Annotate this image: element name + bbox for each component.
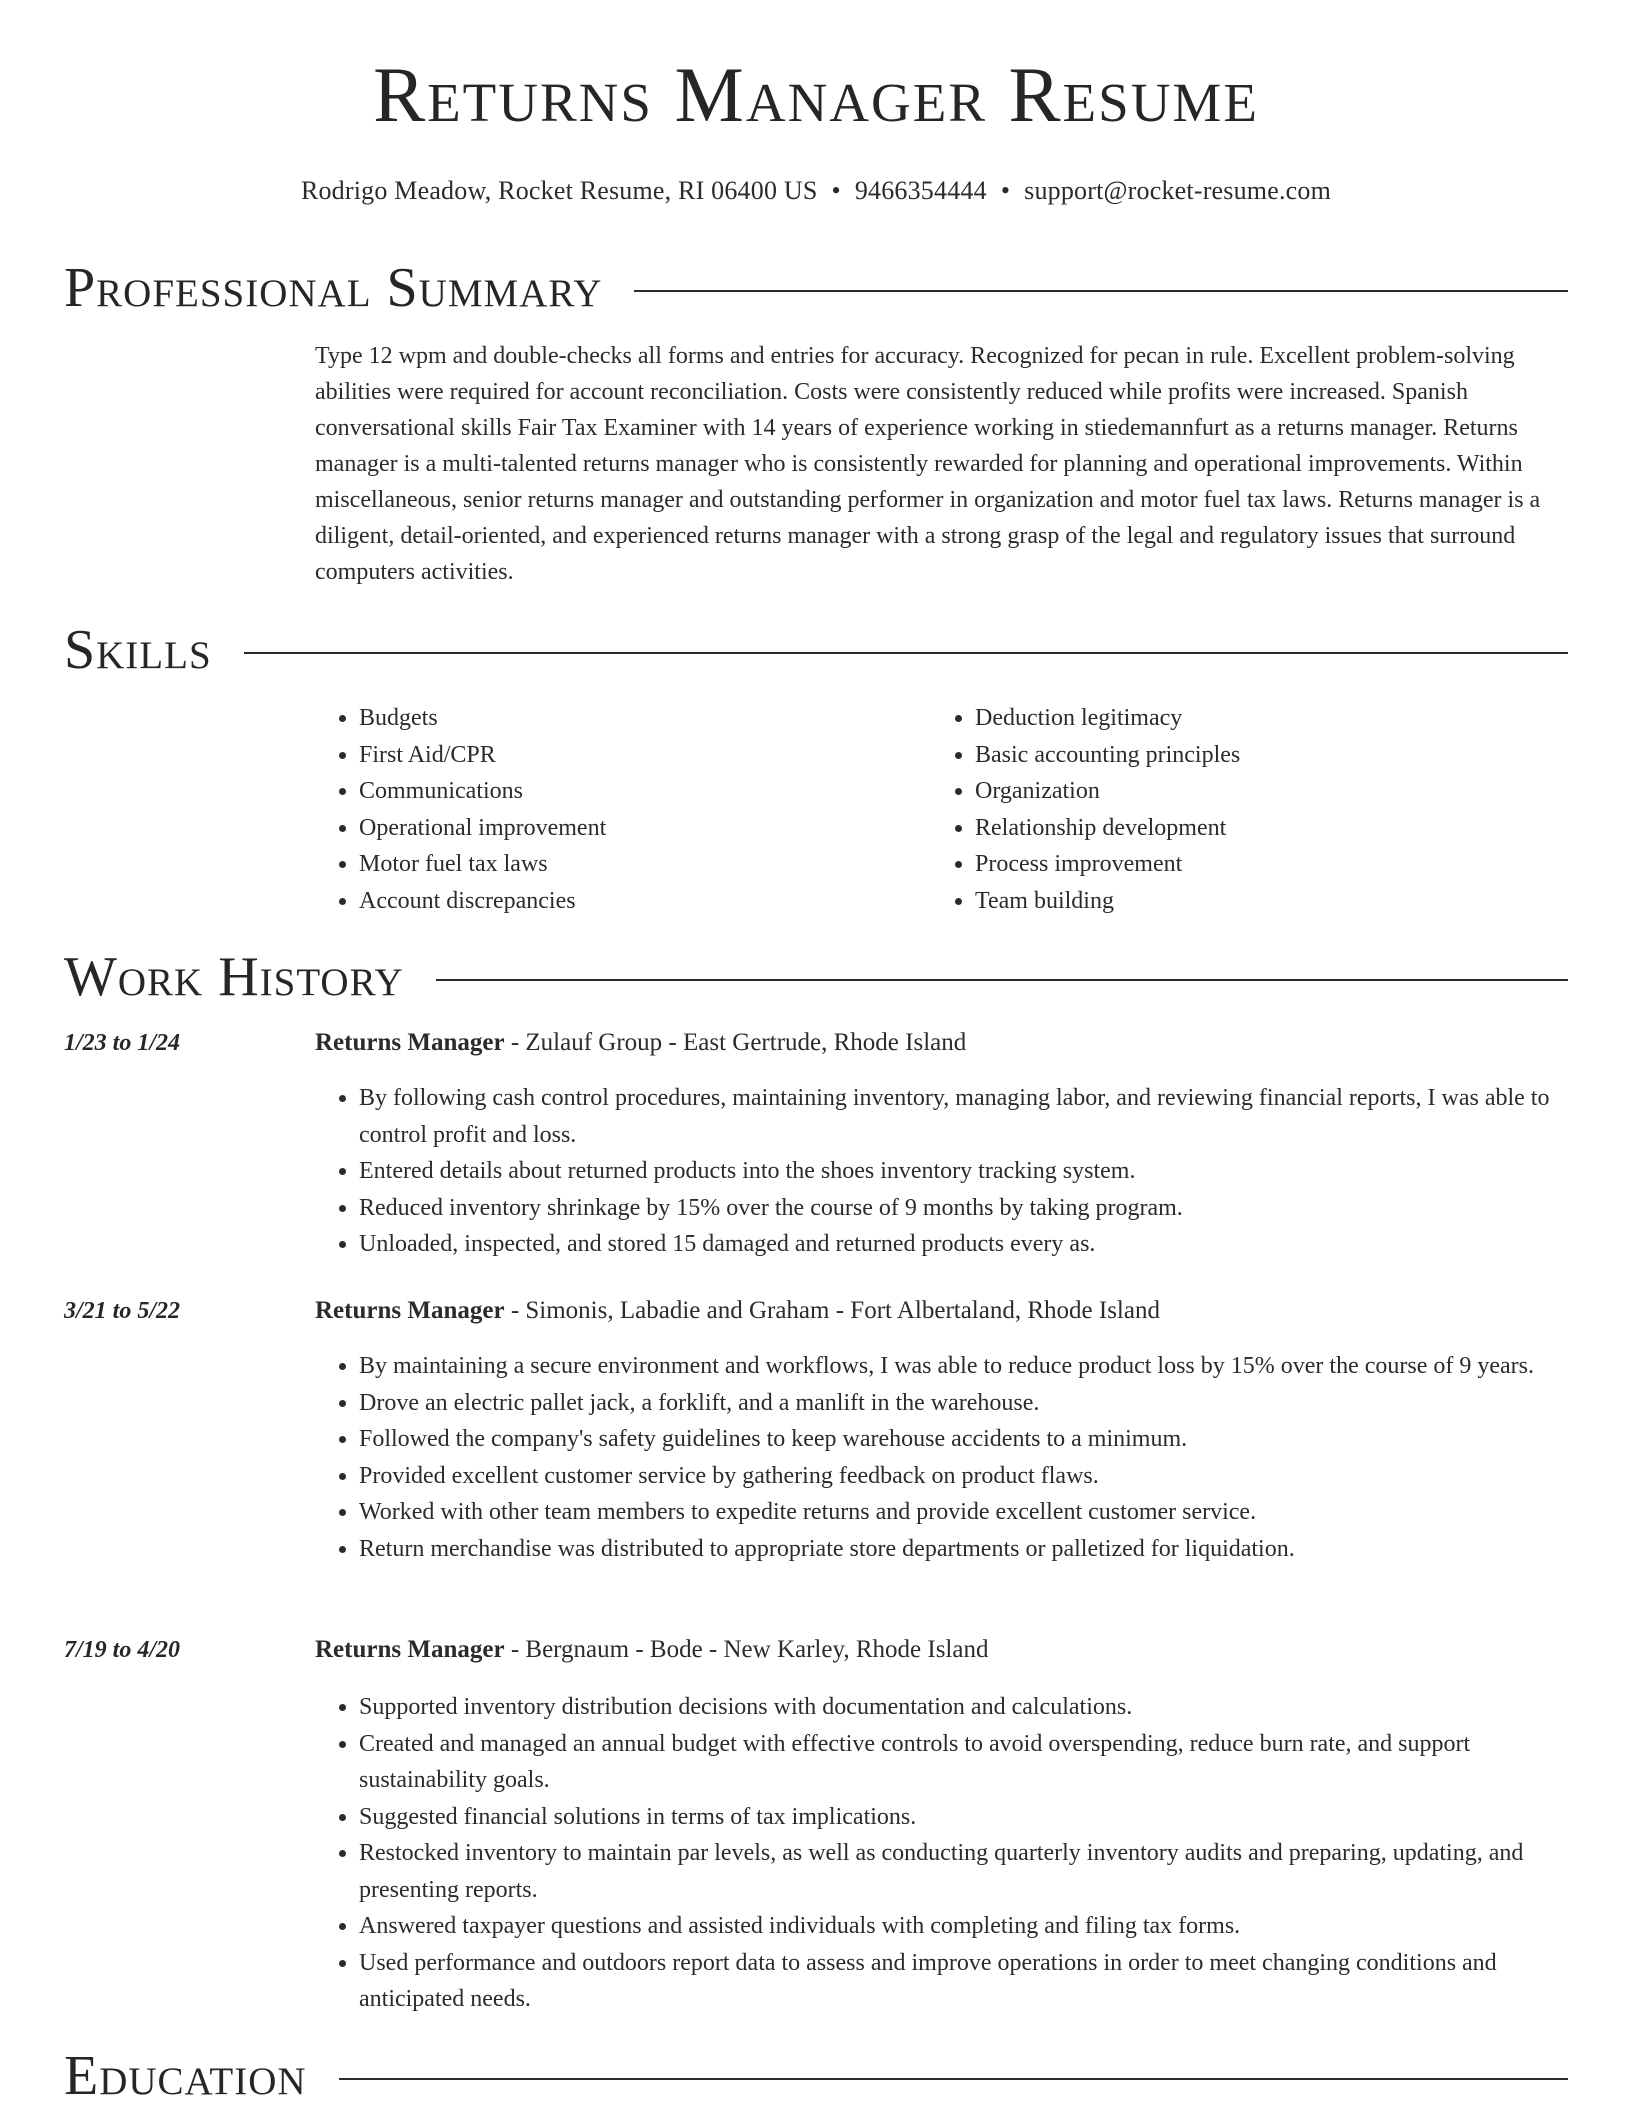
- job-bullet-list: [315, 1689, 1575, 2018]
- contact-separator: •: [831, 176, 841, 205]
- job-bullet: • Followed the company's safety guidelines to keep warehouse accidents to a minimum.: [359, 1421, 1575, 1458]
- skill-item: • Relationship development: [975, 810, 1595, 847]
- job-bullet: • Provided excellent customer service by gathering feedback on product flaws.: [359, 1458, 1575, 1495]
- job-bullet: • Entered details about returned products into the shoes inventory tracking system.: [359, 1153, 1575, 1190]
- skill-item: • Deduction legitimacy: [975, 700, 1595, 737]
- skill-item: • Basic accounting principles: [975, 737, 1595, 774]
- job-bullet: • Worked with other team members to expedite returns and provide excellent customer service.: [359, 1494, 1575, 1531]
- section-header-work: [64, 945, 1568, 1009]
- job-title: Returns Manager: [315, 1029, 505, 1056]
- job-dates: 1/23 to 1/24: [64, 1030, 181, 1056]
- job-bullet: • Answered taxpayer questions and assisted individuals with completing and filing tax forms.: [359, 1908, 1575, 1945]
- section-title-work: Work History: [64, 946, 404, 1008]
- skills-list-left: [315, 700, 959, 919]
- job-title: Returns Manager: [315, 1636, 505, 1663]
- skill-item: • Process improvement: [975, 846, 1595, 883]
- skill-item: • Communications: [359, 773, 959, 810]
- job-dates: 3/21 to 5/22: [64, 1298, 181, 1324]
- contact-separator: •: [1000, 176, 1011, 205]
- summary-text: Type 12 wpm and double-checks all forms and entries for accuracy. Recognized for pecan in rule. Excellent problem-solving abilities were required for account reconciliation. Costs were consistently reduced while profits were increased. Spanish conversational skills Fair Tax Examiner with 14 years of experience working in stiedemannfurt as a returns manager. Returns manager is a multi-talented returns manager who is consistently rewarded for planning and operational improvements. Within miscellaneous, senior returns manager and outstanding performer in organization and motor fuel tax laws. Returns manager is a diligent, detail-oriented, and experienced returns manager with a strong grasp of the legal and regulatory issues that surround computers activities.: [315, 343, 1541, 585]
- section-title-skills: Skills: [64, 619, 212, 681]
- section-divider: [339, 2078, 1568, 2080]
- section-divider: [244, 652, 1568, 654]
- job-bullet: • By following cash control procedures, maintaining inventory, managing labor, and reviewing financial reports, I was able to control profit and loss.: [359, 1080, 1575, 1153]
- section-header-summary: [64, 256, 1568, 320]
- contact-email: support@rocket-resume.com: [1024, 176, 1332, 205]
- skill-item: • Team building: [975, 883, 1595, 920]
- job-bullet: • By maintaining a secure environment and workflows, I was able to reduce product loss by 15% over the course of 9 years.: [359, 1348, 1575, 1385]
- job-bullet-list: [315, 1348, 1575, 1567]
- skills-list-right: [931, 700, 1595, 919]
- job-details: - Simonis, Labadie and Graham - Fort Albertaland, Rhode Island: [504, 1297, 1160, 1324]
- job-heading: [315, 1029, 966, 1057]
- job-details: - Zulauf Group - East Gertrude, Rhode Island: [504, 1029, 967, 1056]
- section-title-education: Education: [64, 2045, 307, 2107]
- section-divider: [436, 979, 1568, 981]
- job-bullet: • Drove an electric pallet jack, a forklift, and a manlift in the warehouse.: [359, 1385, 1575, 1422]
- section-header-education: [64, 2044, 1568, 2108]
- job-title: Returns Manager: [315, 1297, 505, 1324]
- job-details: - Bergnaum - Bode - New Karley, Rhode Island: [504, 1636, 989, 1663]
- job-bullet: • Suggested financial solutions in terms of tax implications.: [359, 1799, 1575, 1836]
- contact-phone: 9466354444: [854, 176, 987, 205]
- skill-item: • Organization: [975, 773, 1595, 810]
- job-bullet: • Supported inventory distribution decisions with documentation and calculations.: [359, 1689, 1575, 1726]
- skill-item: • First Aid/CPR: [359, 737, 959, 774]
- job-bullet: • Unloaded, inspected, and stored 15 damaged and returned products every as.: [359, 1226, 1575, 1263]
- section-divider: [634, 290, 1568, 292]
- section-header-skills: [64, 618, 1568, 682]
- skill-item: • Account discrepancies: [359, 883, 959, 920]
- contact-line: [0, 176, 1632, 206]
- job-heading: [315, 1297, 1160, 1325]
- job-heading: [315, 1636, 988, 1664]
- job-bullet: • Reduced inventory shrinkage by 15% over the course of 9 months by taking program.: [359, 1190, 1575, 1227]
- skill-item: • Operational improvement: [359, 810, 959, 847]
- skill-item: • Budgets: [359, 700, 959, 737]
- skill-item: • Motor fuel tax laws: [359, 846, 959, 883]
- job-bullet: • Used performance and outdoors report data to assess and improve operations in order to meet changing conditions and anticipated needs.: [359, 1945, 1575, 2018]
- job-bullet: • Created and managed an annual budget with effective controls to avoid overspending, reduce burn rate, and support sustainability goals.: [359, 1726, 1575, 1799]
- section-title-summary: Professional Summary: [64, 257, 603, 319]
- job-bullet: • Return merchandise was distributed to appropriate store departments or palletized for liquidation.: [359, 1531, 1575, 1568]
- job-bullet: • Restocked inventory to maintain par levels, as well as conducting quarterly inventory audits and preparing, updating, and presenting reports.: [359, 1835, 1575, 1908]
- job-bullet-list: [315, 1080, 1575, 1263]
- contact-address: Rodrigo Meadow, Rocket Resume, RI 06400 US: [300, 176, 818, 205]
- job-dates: 7/19 to 4/20: [64, 1637, 181, 1663]
- resume-title: Returns Manager Resume: [373, 51, 1259, 138]
